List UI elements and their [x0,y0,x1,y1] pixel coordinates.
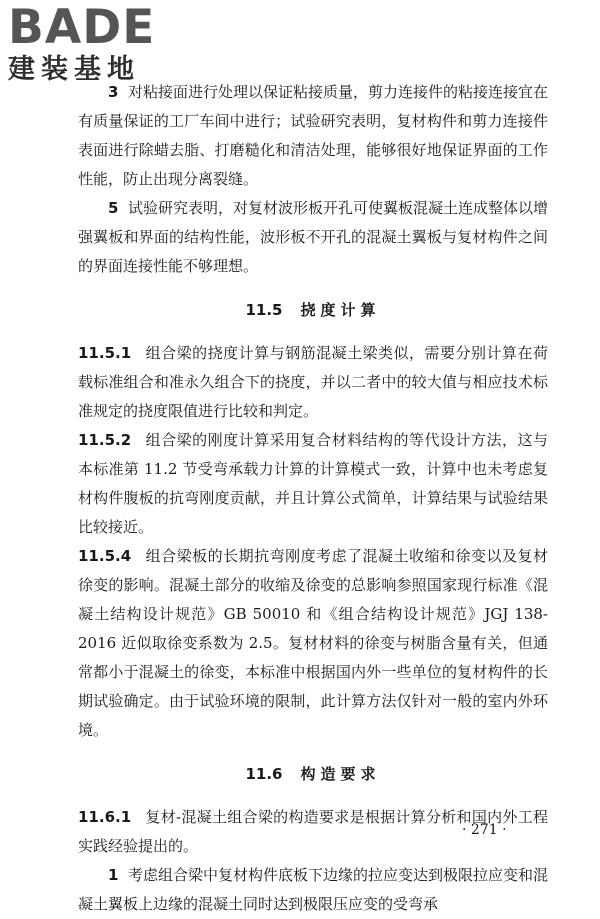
clause-text: 组合梁的刚度计算采用复合材料结构的等代设计方法，这与本标准第 11.2 节受弯承载力计算的计算模式一致，计算中也未考虑复材构件腹板的抗弯刚度贡献，并且计算公式简单，计算结果与试验结果比较接近。 [78,431,548,536]
paragraph-item-1 [78,861,548,919]
page-number: · 271 · [462,822,507,838]
clause-text: 组合梁的挠度计算与钢筋混凝土梁类似，需要分别计算在荷载标准组合和准永久组合下的挠度，并以二者中的较大值与相应技术标准规定的挠度限值进行比较和判定。 [78,344,548,420]
section-number: 11.5 [245,301,283,319]
paragraph-text: 试验研究表明，对复材波形板开孔可使翼板混凝土连成整体以增强翼板和界面的结构性能，波形板不开孔的混凝土翼板与复材构件之间的界面连接性能不够理想。 [78,199,548,275]
paragraph-text: 考虑组合梁中复材构件底板下边缘的拉应变达到极限拉应变和混凝土翼板上边缘的混凝土同时达到极限压应变的受弯承 [78,866,548,913]
logo-subtitle: 建装基地 [8,54,140,85]
item-number: 1 [108,866,119,884]
item-number: 5 [108,199,119,217]
clause-11-5-2 [78,426,548,542]
clause-text: 复材-混凝土组合梁的构造要求是根据计算分析和国内外工程实践经验提出的。 [78,808,548,855]
section-title: 构造要求 [300,765,381,783]
clause-number: 11.5.2 [78,431,132,449]
logo-wordmark: BADE [8,0,156,55]
document-body [78,78,548,919]
paragraph-text: 对粘接面进行处理以保证粘接质量，剪力连接件的粘接连接宜在有质量保证的工厂车间中进行；试验研究表明，复材构件和剪力连接件表面进行除蜡去脂、打磨糙化和清洁处理，能够很好地保证界面的工作性能，防止出现分离裂缝。 [78,83,548,188]
paragraph-item-5 [78,194,548,281]
bade-logo [8,0,178,85]
section-heading-11-5 [78,296,548,325]
clause-number: 11.6.1 [78,808,132,826]
clause-text: 组合梁板的长期抗弯刚度考虑了混凝土收缩和徐变以及复材徐变的影响。混凝土部分的收缩及徐变的总影响参照国家现行标准《混凝土结构设计规范》GB 50010 和《组合结构设计规范》JGJ 138-2016 近似取徐变系数为 2.5。复材材料的徐变与树脂含量有关，但通常都小于混凝土的徐变，本标准中根据国内外一些单位的复材构件的长期试验确定。由于试验环境的限制，此计算方法仅针对一般的室内外环境。 [78,547,548,739]
section-title: 挠度计算 [300,301,381,319]
paragraph-item-3 [78,78,548,194]
clause-11-5-4 [78,542,548,745]
clause-number: 11.5.4 [78,547,132,565]
clause-11-5-1 [78,339,548,426]
section-number: 11.6 [245,765,283,783]
item-number: 3 [108,83,119,101]
clause-number: 11.5.1 [78,344,132,362]
section-heading-11-6 [78,760,548,789]
